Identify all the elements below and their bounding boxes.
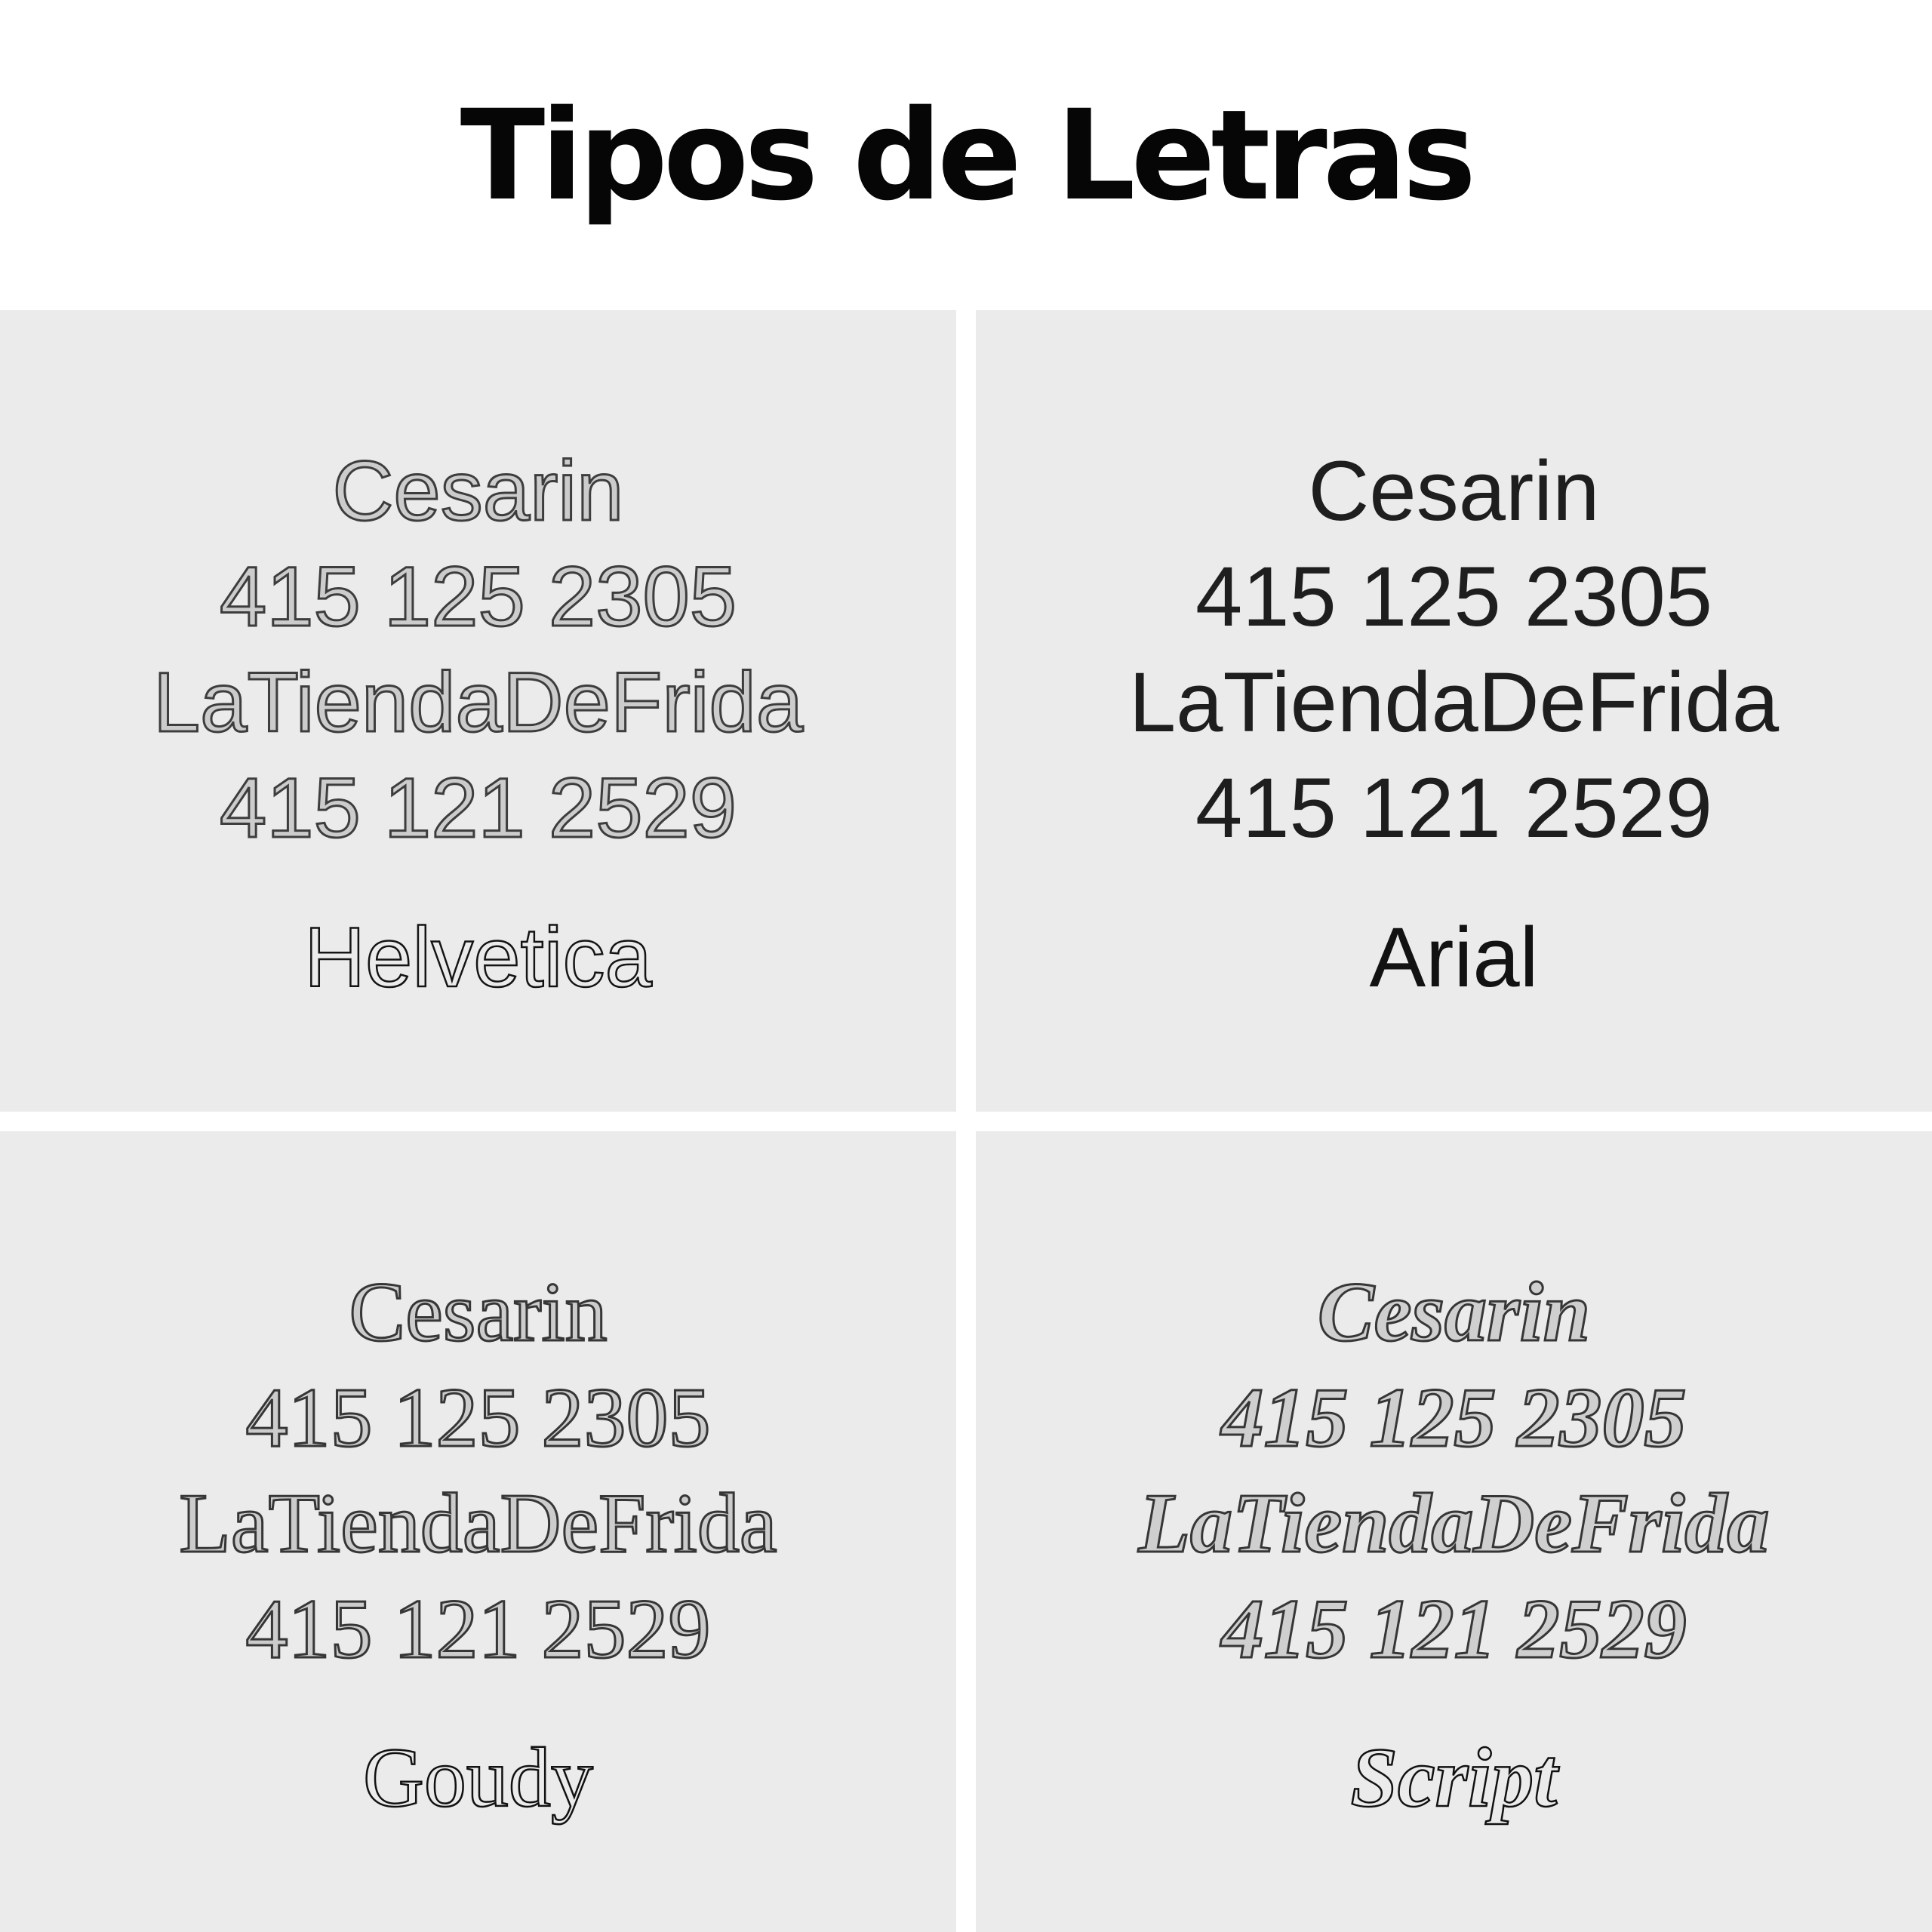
page-title: Tipos de Letras [460,82,1472,228]
sample-line-shop-name: LaTiendaDeFrida [179,1477,777,1571]
sample-line-name: Cesarin [1308,444,1600,538]
font-sample-panel-helvetica [0,310,956,1112]
title-bar [0,0,1932,310]
sample-text-block [1139,1260,1770,1682]
font-name-label: Goudy [363,1731,593,1825]
font-sample-panel-goudy [0,1131,956,1932]
sample-line-phone-1: 415 125 2305 [219,549,737,644]
sample-line-phone-2: 415 121 2529 [1221,1583,1687,1676]
sample-line-phone-1: 415 125 2305 [1221,1371,1687,1465]
sample-line-name: Cesarin [332,444,624,538]
sample-text-block [179,1260,777,1682]
sample-line-name: Cesarin [1317,1266,1590,1359]
font-name-label: Script [1350,1731,1558,1825]
sample-line-phone-2: 415 121 2529 [1195,761,1713,855]
font-name-label: Helvetica [304,910,652,1004]
font-name-label: Arial [1369,910,1539,1004]
sample-text-block [153,438,803,861]
sample-line-shop-name: LaTiendaDeFrida [1138,1477,1770,1571]
sample-line-phone-1: 415 125 2305 [245,1371,711,1465]
sample-line-shop-name: LaTiendaDeFrida [1128,655,1780,749]
sample-line-phone-2: 415 121 2529 [219,761,737,855]
sample-line-name: Cesarin [349,1266,608,1359]
sample-line-phone-2: 415 121 2529 [245,1583,711,1676]
sample-text-block [1129,438,1779,861]
sample-line-shop-name: LaTiendaDeFrida [152,655,804,749]
font-sample-panel-script [976,1131,1932,1932]
sample-line-phone-1: 415 125 2305 [1195,549,1713,644]
font-samples-grid [0,310,1932,1932]
font-sample-panel-arial [976,310,1932,1112]
